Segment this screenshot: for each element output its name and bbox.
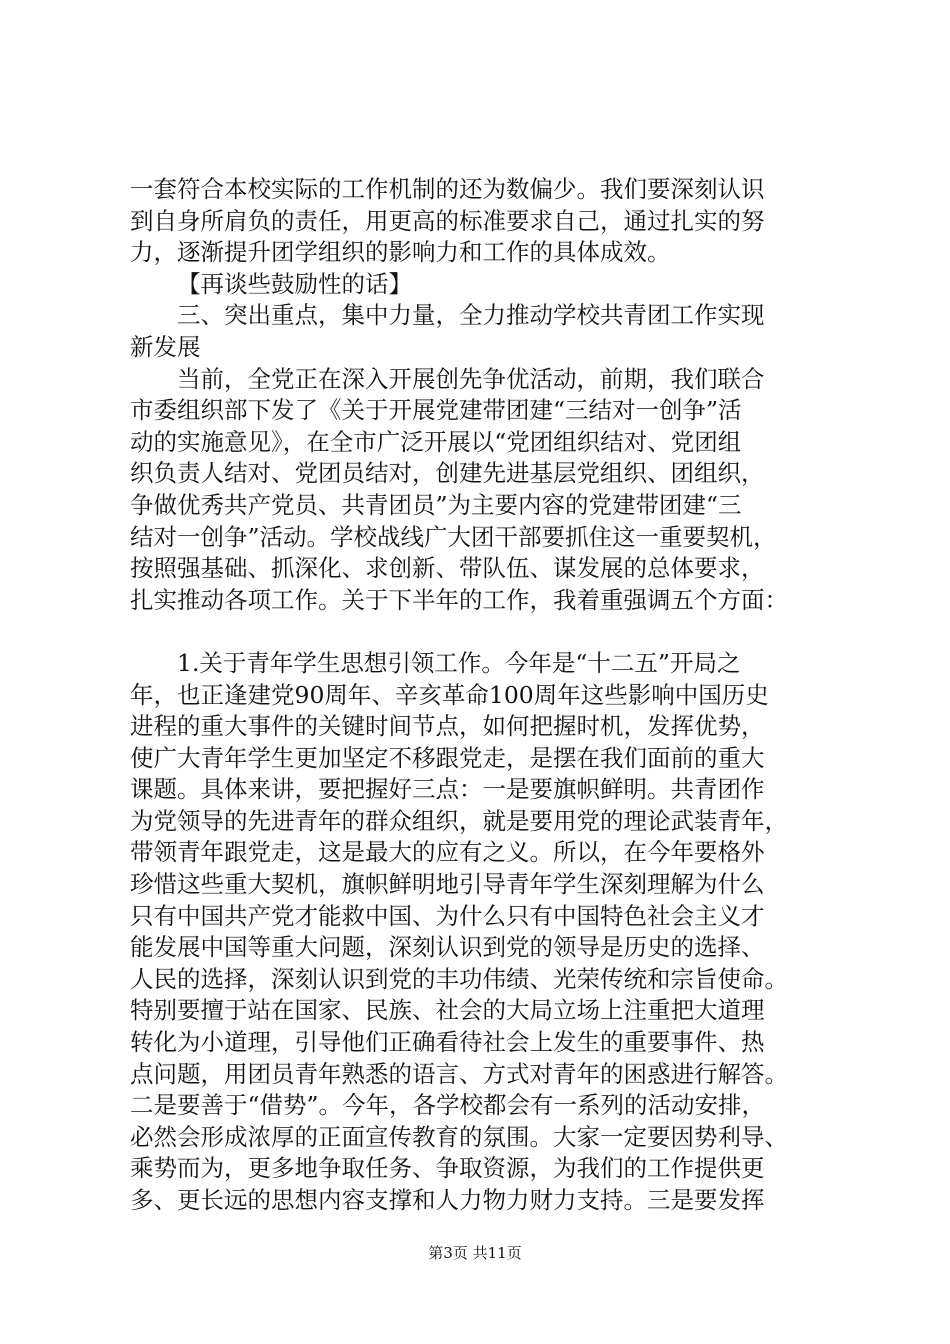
text-line: 当前，全党正在深入开展创先争优活动，前期，我们联合 xyxy=(177,364,765,393)
text-line: 人民的选择，深刻认识到党的丰功伟绩、光荣传统和宗旨使命。 xyxy=(130,964,788,993)
text-line: 扎实推动各项工作。关于下半年的工作，我着重强调五个方面： xyxy=(130,585,788,614)
text-line: 多、更长远的思想内容支撑和人力物力财力支持。三是要发挥 xyxy=(130,1186,765,1214)
text-line: 只有中国共产党才能救中国、为什么只有中国特色社会主义才 xyxy=(130,901,765,930)
document-body xyxy=(130,174,830,1217)
text-line: 三、突出重点，集中力量，全力推动学校共青团工作实现 xyxy=(177,301,765,330)
text-line: 市委组织部下发了《关于开展党建带团建“三结对一创争”活 xyxy=(130,396,742,425)
text-line: 力，逐渐提升团学组织的影响力和工作的具体成效。 xyxy=(130,238,671,267)
text-line: 织负责人结对、党团员结对，创建先进基层党组织、团组织， xyxy=(130,459,765,488)
text-line: 珍惜这些重大契机，旗帜鲜明地引导青年学生深刻理解为什么 xyxy=(130,870,765,899)
text-line: 能发展中国等重大问题，深刻认识到党的领导是历史的选择、 xyxy=(130,933,765,962)
blank-line xyxy=(130,616,830,648)
text-line: 争做优秀共产党员、共青团员”为主要内容的党建带团建“三 xyxy=(130,490,742,519)
text-line: 1.关于青年学生思想引领工作。今年是“十二五”开局之 xyxy=(177,648,741,677)
text-line: 使广大青年学生更加坚定不移跟党走，是摆在我们面前的重大 xyxy=(130,743,765,772)
text-line: 课题。具体来讲，要把握好三点：一是要旗帜鲜明。共青团作 xyxy=(130,775,765,804)
text-line: 二是要善于“借势”。今年，各学校都会有一系列的活动安排， xyxy=(130,1091,766,1120)
text-line: 进程的重大事件的关键时间节点，如何把握时机，发挥优势， xyxy=(130,712,765,741)
page-footer: 第3页 共11页 xyxy=(428,1244,522,1262)
text-line: 转化为小道理，引导他们正确看待社会上发生的重要事件、热 xyxy=(130,1028,765,1057)
text-line: 带领青年跟党走，这是最大的应有之义。所以，在今年要格外 xyxy=(130,838,765,867)
text-line: 为党领导的先进青年的群众组织，就是要用党的理论武装青年， xyxy=(130,806,788,835)
text-line: 结对一创争”活动。学校战线广大团干部要抓住这一重要契机， xyxy=(130,522,777,551)
text-line: 点问题，用团员青年熟悉的语言、方式对青年的困惑进行解答。 xyxy=(130,1059,788,1088)
text-line: 特别要擅于站在国家、民族、社会的大局立场上注重把大道理 xyxy=(130,996,765,1025)
text-line: 乘势而为，更多地争取任务、争取资源，为我们的工作提供更 xyxy=(130,1154,765,1183)
text-line: 必然会形成浓厚的正面宣传教育的氛围。大家一定要因势利导、 xyxy=(130,1122,788,1151)
text-line: 一套符合本校实际的工作机制的还为数偏少。我们要深刻认识 xyxy=(130,175,765,203)
text-line: 年，也正逢建党90周年、辛亥革命100周年这些影响中国历史 xyxy=(130,680,769,709)
text-line: 动的实施意见》，在全市广泛开展以“党团组织结对、党团组 xyxy=(130,427,742,456)
text-line: 【再谈些鼓励性的话】 xyxy=(177,269,412,298)
text-line: 按照强基础、抓深化、求创新、带队伍、谋发展的总体要求， xyxy=(130,554,765,583)
text-line: 到自身所肩负的责任，用更高的标准要求自己，通过扎实的努 xyxy=(130,206,765,235)
text-line: 新发展 xyxy=(130,332,201,361)
